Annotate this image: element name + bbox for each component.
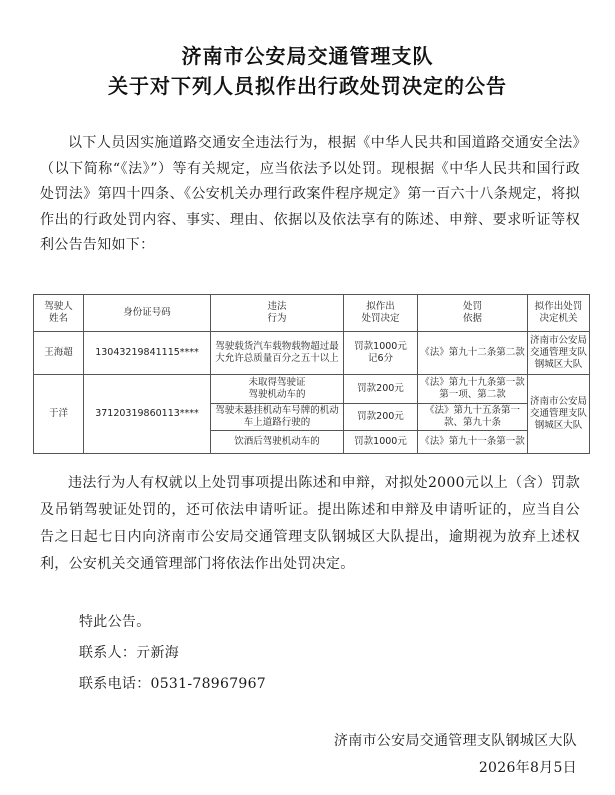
- cell-basis: 《法》第九十五条第一款、第九十条: [418, 404, 528, 431]
- header-basis: 处罚 依据: [418, 295, 528, 332]
- cell-basis: 《法》第九十九条第一款第一项、第二款: [418, 375, 528, 404]
- cell-id: 37120319860113****: [84, 375, 211, 454]
- cell-name: 于洋: [34, 375, 84, 454]
- cell-violation: 驾驶载货汽车载物载物超过最大允许总质量百分之五十以上: [211, 332, 344, 375]
- contact-person: 联系人：亓新海: [79, 645, 180, 661]
- closing-notice: 特此公告。: [79, 614, 151, 630]
- contact-phone: 联系电话：0531-78967967: [79, 676, 267, 692]
- penalty-table: [33, 294, 590, 454]
- cell-penalty: 罚款1000元 记6分: [344, 332, 418, 375]
- document-title-line2: 关于对下列人员拟作出行政处罚决定的公告: [108, 74, 507, 98]
- issuer-signature: 济南市公安局交通管理支队钢城区大队: [333, 733, 577, 749]
- header-penalty: 拟作出 处罚决定: [344, 295, 418, 332]
- cell-violation: 饮酒后驾驶机动车的: [211, 431, 344, 454]
- header-violation: 违法 行为: [211, 295, 344, 332]
- table-row: [34, 375, 590, 404]
- cell-id: 13043219841115****: [84, 332, 211, 375]
- header-id: 身份证号码: [84, 295, 211, 332]
- cell-basis: 《法》第九十一条第一款: [418, 431, 528, 454]
- header-authority: 拟作出处罚 决定机关: [528, 295, 590, 332]
- table-header-row: [34, 295, 590, 332]
- header-name: 驾驶人 姓名: [34, 295, 84, 332]
- cell-penalty: 罚款1000元: [344, 431, 418, 454]
- cell-authority: 济南市公安局交通管理支队钢城区大队: [528, 332, 590, 375]
- table-row: [34, 332, 590, 375]
- cell-name: 王海超: [34, 332, 84, 375]
- cell-violation: 驾驶未悬挂机动车号牌的机动车上道路行驶的: [211, 404, 344, 431]
- document-title-line1: 济南市公安局交通管理支队: [181, 44, 434, 68]
- issue-date: 2026年8月5日: [478, 760, 577, 776]
- cell-basis: 《法》第九十二条第二款: [418, 332, 528, 375]
- rights-paragraph: 违法行为人有权就以上处罚事项提出陈述和申辩，对拟处2000元以上（含）罚款及吊销驾驶证处罚的，还可依法申请听证。提出陈述和申辩及申请听证的，应当自公告之日起七日内向济南市公安局交通管理支队钢城区大队提出，逾期视为放弃上述权利，公安机关交通管理部门将依法作出处罚决定。: [40, 475, 580, 572]
- cell-authority: 济南市公安局交通管理支队钢城区大队: [528, 375, 590, 454]
- intro-paragraph: 以下人员因实施道路交通安全违法行为，根据《中华人民共和国道路交通安全法》（以下简称“《法》”）等有关规定，应当依法予以处罚。现根据《中华人民共和国行政处罚法》第四十四条、《公安机关办理行政案件程序规定》第一百六十八条规定，将拟作出的行政处罚内容、事实、理由、依据以及依法享有的陈述、申辩、要求听证等权利公告告知如下：: [40, 135, 580, 253]
- cell-penalty: 罚款200元: [344, 375, 418, 404]
- cell-violation: 未取得驾驶证 驾驶机动车的: [211, 375, 344, 404]
- cell-penalty: 罚款200元: [344, 404, 418, 431]
